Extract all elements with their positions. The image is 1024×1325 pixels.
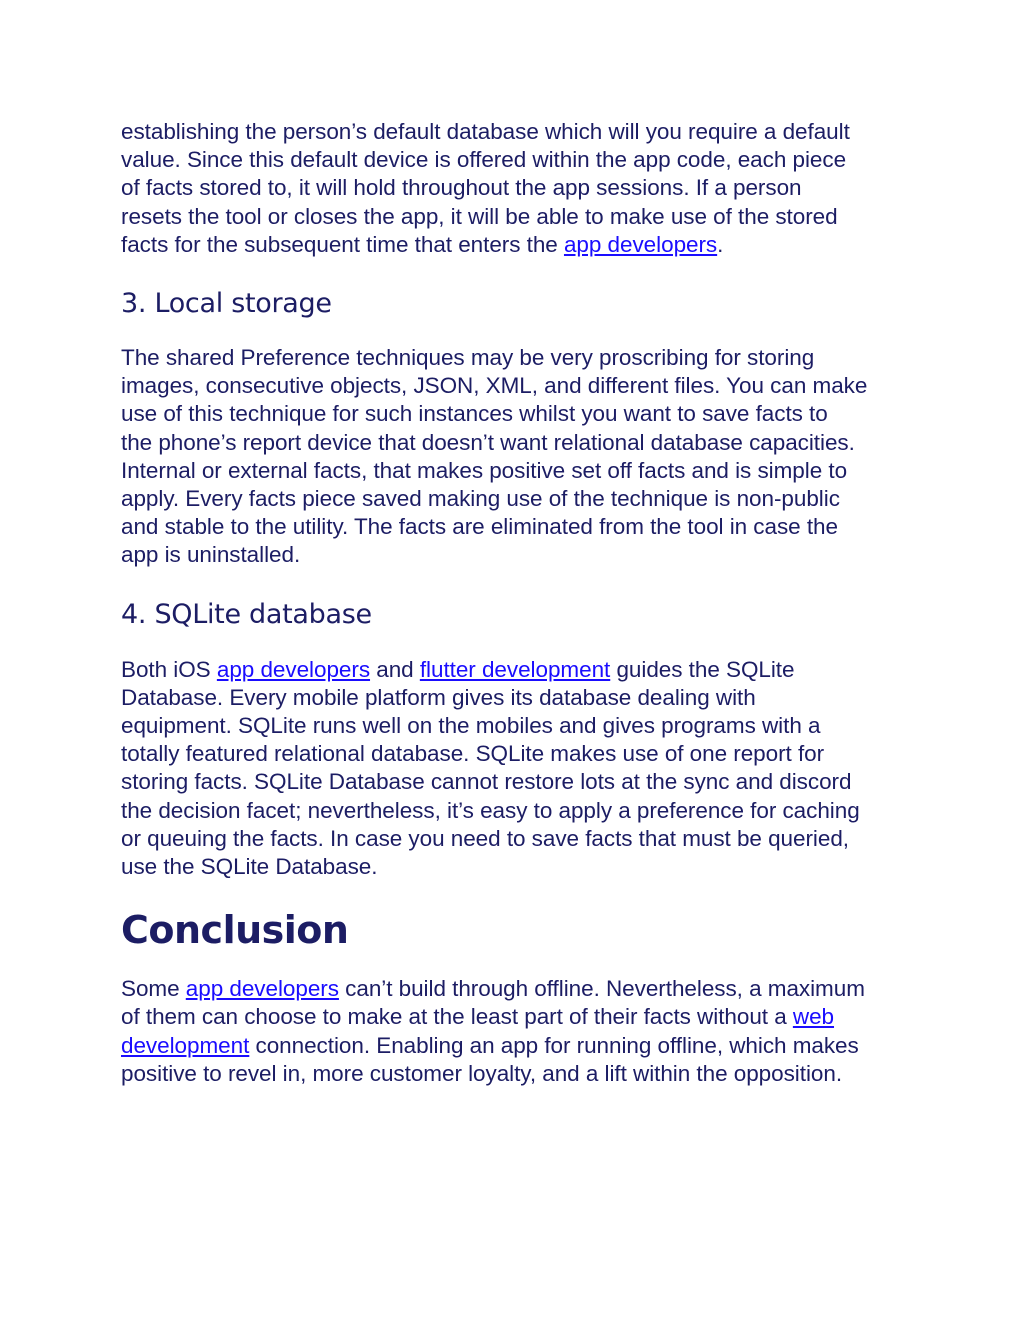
text-line: The shared Preference techniques may be very proscribing for storing [121,345,815,371]
text-segment: and [370,656,420,682]
text-line: resets the tool or closes the app, it will be able to make use of the stored [121,203,838,229]
app-developers-link[interactable]: app developers [563,231,718,257]
paragraph-default-database [121,118,911,259]
text-line: storing facts. SQLite Database cannot restore lots at the sync and discord [121,769,852,795]
heading-sqlite-database: 4. SQLite database [121,598,372,630]
web-development-link[interactable]: web [792,1004,835,1030]
paragraph-conclusion [121,975,911,1088]
text-line [121,1003,911,1031]
text-segment: of them can choose to make at the least part of their facts without a [121,1004,793,1030]
text-segment: facts for the subsequent time that enters the [121,231,564,257]
text-segment: can’t build through offline. Nevertheless, a maximum [338,976,865,1002]
text-line [121,975,911,1003]
paragraph-local-storage [121,344,911,570]
text-line [121,656,911,684]
text-line [121,1032,911,1060]
text-line: use of this technique for such instances whilst you want to save facts to [121,401,828,427]
text-line: apply. Every facts piece saved making use of the technique is non-public [121,486,840,512]
text-line: and stable to the utility. The facts are eliminated from the tool in case the [121,514,838,540]
heading-conclusion: Conclusion [121,908,349,953]
text-line [121,231,911,259]
app-developers-link[interactable]: app developers [216,656,371,682]
text-line: or queuing the facts. In case you need to save facts that must be queried, [121,825,850,851]
app-developers-link[interactable]: app developers [185,976,339,1002]
text-line: the phone’s report device that doesn’t want relational database capacities. [121,429,855,455]
text-line: value. Since this default device is offered within the app code, each piece [121,147,847,173]
text-segment: guides the SQLite [610,656,795,682]
text-line: the decision facet; nevertheless, it’s easy to apply a preference for caching [121,797,860,823]
text-line: of facts stored to, it will hold throughout the app sessions. If a person [121,175,802,201]
flutter-development-link[interactable]: flutter development [419,656,611,682]
text-line: totally featured relational database. SQLite makes use of one report for [121,741,825,767]
text-line: Internal or external facts, that makes positive set off facts and is simple to [121,457,848,483]
text-segment: Some [121,976,186,1002]
web-development-link[interactable]: development [121,1032,250,1058]
text-line: establishing the person’s default database which will you require a default [121,119,850,144]
text-line: positive to revel in, more customer loyalty, and a lift within the opposition. [121,1060,843,1086]
text-segment: Both iOS [121,656,217,682]
text-line: Database. Every mobile platform gives its database dealing with [121,684,756,710]
text-segment: connection. Enabling an app for running offline, which makes [249,1032,859,1058]
text-segment: . [717,231,724,257]
document-page [121,118,911,1088]
text-line: images, consecutive objects, JSON, XML, and different files. You can make [121,373,868,399]
heading-local-storage: 3. Local storage [121,288,332,320]
paragraph-sqlite [121,656,911,882]
text-line: app is uninstalled. [121,542,301,568]
text-line: equipment. SQLite runs well on the mobiles and gives programs with a [121,713,821,739]
text-line: use the SQLite Database. [121,854,378,880]
